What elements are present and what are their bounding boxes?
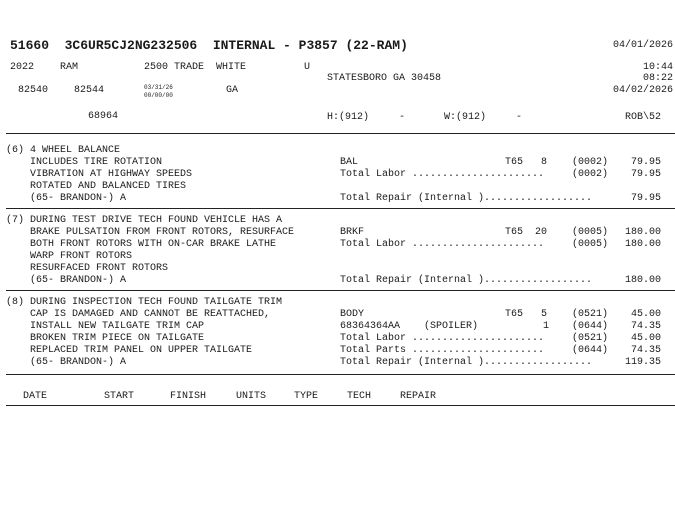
small-date-2: 00/00/00: [144, 92, 173, 99]
amount: 45.00: [630, 333, 661, 344]
number-2: 82544: [74, 85, 105, 96]
op-code: (0521): [572, 333, 609, 344]
job-line: (8) DURING INSPECTION TECH FOUND TAILGATE TRIM: [6, 297, 283, 308]
amount: 45.00: [630, 309, 661, 320]
job-line: (65- BRANDON-) A: [6, 357, 127, 368]
total-repair: Total Repair (Internal )..................: [340, 357, 593, 368]
part-number: 68364364AA (SPOILER): [340, 321, 479, 332]
job-line: WARP FRONT ROTORS: [6, 251, 133, 262]
op-code: (0521): [572, 309, 609, 320]
job-line: ROTATED AND BALANCED TIRES: [6, 181, 187, 192]
part-qty: 1: [543, 321, 550, 332]
job-line: INCLUDES TIRE ROTATION: [6, 157, 163, 168]
job-line: (6) 4 WHEEL BALANCE: [6, 145, 121, 156]
advisor: ROB\52: [624, 112, 661, 123]
op-code: (0002): [572, 157, 609, 168]
footer-top-divider: [6, 374, 675, 375]
job-line: BROKEN TRIM PIECE ON TAILGATE: [6, 333, 205, 344]
total-parts: Total Parts ......................: [340, 345, 545, 356]
amount: 79.95: [630, 193, 661, 204]
number-3: 68964: [88, 111, 119, 122]
time-1: 10:44: [642, 62, 673, 73]
job-line: BOTH FRONT ROTORS WITH ON-CAR BRAKE LATHE: [6, 239, 277, 250]
labor-op: BAL: [340, 157, 359, 168]
amount: 180.00: [624, 227, 661, 238]
col-date: DATE: [23, 391, 48, 402]
job-line: (7) DURING TEST DRIVE TECH FOUND VEHICLE HAS A: [6, 215, 283, 226]
tech-hours: T65 20: [505, 227, 548, 238]
col-units: UNITS: [236, 391, 267, 402]
vehicle-year: 2022: [10, 62, 35, 73]
job-divider: [6, 208, 675, 209]
amount: 79.95: [630, 157, 661, 168]
vehicle-model: 2500 TRADE WHITE: [144, 62, 247, 73]
total-labor: Total Labor ......................: [340, 333, 545, 344]
amount: 74.35: [630, 345, 661, 356]
col-repair: REPAIR: [400, 391, 437, 402]
amount: 119.35: [624, 357, 661, 368]
job-line: REPLACED TRIM PANEL ON UPPER TAILGATE: [6, 345, 253, 356]
repair-order-line: 51660 3C6UR5CJ2NG232506 INTERNAL - P3857 (22-RAM): [10, 38, 408, 53]
job-line: BRAKE PULSATION FROM FRONT ROTORS, RESURFACE: [6, 227, 295, 238]
work-phone: W:(912) -: [444, 112, 523, 123]
amount: 180.00: [624, 239, 661, 250]
op-code: (0002): [572, 169, 609, 180]
job-line: CAP IS DAMAGED AND CANNOT BE REATTACHED,: [6, 309, 271, 320]
col-tech: TECH: [347, 391, 372, 402]
amount: 79.95: [630, 169, 661, 180]
job-line: INSTALL NEW TAILGATE TRIM CAP: [6, 321, 205, 332]
number-1: 82540: [18, 85, 49, 96]
time-2: 08:22: [642, 73, 673, 84]
amount: 180.00: [624, 275, 661, 286]
footer-bottom-divider: [6, 405, 675, 406]
job-line: RESURFACED FRONT ROTORS: [6, 263, 169, 274]
op-code: (0644): [572, 345, 609, 356]
col-finish: FINISH: [170, 391, 207, 402]
vehicle-make: RAM: [60, 62, 79, 73]
home-phone: H:(912) -: [327, 112, 406, 123]
job-line: VIBRATION AT HIGHWAY SPEEDS: [6, 169, 193, 180]
job-line: (65- BRANDON-) A: [6, 193, 127, 204]
op-code: (0005): [572, 227, 609, 238]
job-line: (65- BRANDON-) A: [6, 275, 127, 286]
promised-date: 04/02/2026: [612, 85, 673, 96]
labor-op: BODY: [340, 309, 365, 320]
state: GA: [226, 85, 239, 96]
open-date: 04/01/2026: [612, 40, 673, 51]
total-labor: Total Labor ......................: [340, 239, 545, 250]
labor-op: BRKF: [340, 227, 365, 238]
tech-hours: T65 8: [505, 157, 548, 168]
total-repair: Total Repair (Internal )..................: [340, 193, 593, 204]
op-code: (0005): [572, 239, 609, 250]
total-repair: Total Repair (Internal )..................: [340, 275, 593, 286]
header-divider: [6, 133, 675, 134]
vehicle-flag: U: [304, 62, 311, 73]
job-divider: [6, 290, 675, 291]
small-date-1: 03/31/26: [144, 84, 173, 91]
col-type: TYPE: [294, 391, 319, 402]
amount: 74.35: [630, 321, 661, 332]
total-labor: Total Labor ......................: [340, 169, 545, 180]
op-code: (0644): [572, 321, 609, 332]
tech-hours: T65 5: [505, 309, 548, 320]
col-start: START: [104, 391, 135, 402]
customer-city: STATESBORO GA 30458: [327, 73, 442, 84]
